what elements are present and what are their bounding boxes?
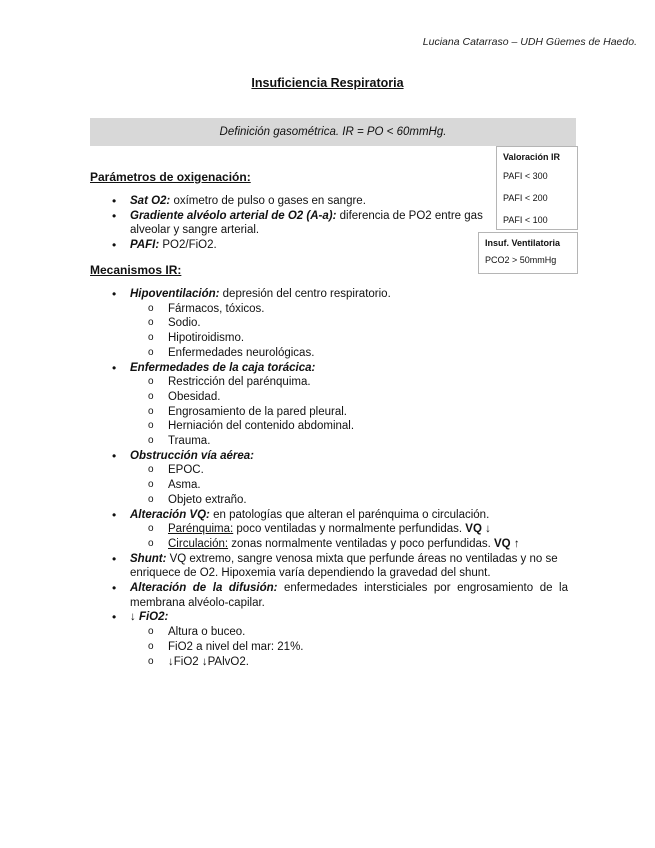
circle-bullet-icon: o — [148, 479, 154, 491]
circle-bullet-icon: o — [148, 626, 154, 638]
list-item — [108, 552, 568, 581]
sub-item: o Altura o buceo. — [148, 626, 246, 639]
item-text: VQ extremo, sangre venosa mixta que perfunde áreas no ventiladas y no se enriquece de O2. Hipoxemia varía dependiendo la gravedad del shunt. — [130, 552, 558, 580]
valoracion-line: PAFI < 300 — [503, 171, 548, 181]
list-item — [108, 508, 568, 523]
circle-bullet-icon: o — [148, 655, 154, 667]
bullet-icon: • — [112, 507, 117, 522]
oxigenacion-list — [108, 194, 486, 253]
sub-item: o Hipotiroidismo. — [148, 332, 245, 345]
sub-item: o Fármacos, tóxicos. — [148, 302, 265, 315]
valoracion-ir-box — [496, 146, 578, 230]
bullet-icon: • — [112, 610, 117, 625]
list-item — [108, 209, 486, 238]
item-text: PO2/FiO2. — [159, 239, 217, 252]
circle-bullet-icon: o — [148, 435, 154, 447]
sub-item: o Objeto extraño. — [148, 493, 247, 506]
list-item — [108, 449, 568, 464]
ventilatoria-line: PCO2 > 50mmHg — [485, 255, 557, 265]
circle-bullet-icon: o — [148, 537, 154, 549]
bullet-icon: • — [112, 287, 117, 301]
list-item — [108, 238, 486, 253]
circle-bullet-icon: o — [148, 493, 154, 505]
item-text: en patologías que alteran el parénquima o circulación. — [209, 508, 490, 521]
bullet-icon: • — [112, 208, 117, 223]
sub-item: o Enfermedades neurológicas. — [148, 346, 315, 359]
bullet-icon: • — [112, 194, 117, 208]
down-arrow-icon: ↓ — [130, 611, 139, 624]
list-item — [108, 581, 568, 610]
circle-bullet-icon: o — [148, 376, 154, 388]
sub-item: o Asma. — [148, 479, 201, 492]
valoracion-line: PAFI < 100 — [503, 215, 548, 225]
list-item — [108, 287, 568, 302]
item-term: Shunt: — [130, 552, 167, 565]
document-author: Luciana Catarraso – UDH Güemes de Haedo. — [422, 36, 637, 48]
circle-bullet-icon: o — [148, 464, 154, 476]
circle-bullet-icon: o — [148, 332, 154, 344]
item-term: Alteración de la difusión: — [130, 582, 278, 595]
item-term: Sat O2: — [130, 195, 171, 207]
item-term: FiO2: — [138, 611, 169, 624]
circle-bullet-icon: o — [148, 420, 154, 432]
item-term: PAFI: — [130, 239, 160, 252]
item-text: oxímetro de pulso o gases en sangre. — [170, 195, 366, 207]
definition-banner — [90, 118, 576, 146]
sub-item: o Herniación del contenido abdominal. — [148, 420, 355, 433]
item-term: Gradiente alvéolo arterial de O2 (A-a): — [130, 209, 337, 222]
item-term: Hipoventilación: — [130, 288, 220, 300]
sub-item: o FiO2 a nivel del mar: 21%. — [148, 640, 304, 653]
item-term: Alteración VQ: — [130, 508, 210, 521]
valoracion-box-title: Valoración IR — [503, 152, 561, 162]
circle-bullet-icon: o — [148, 390, 154, 402]
sub-item: o Trauma. — [148, 435, 211, 448]
item-text: depresión del centro respiratorio. — [219, 288, 391, 300]
sub-item: o EPOC. — [148, 464, 204, 477]
circle-bullet-icon: o — [148, 302, 154, 314]
item-term: Enfermedades de la caja torácica: — [130, 361, 316, 374]
sub-item: o Engrosamiento de la pared pleural. — [148, 405, 348, 418]
definition-text: Definición gasométrica. IR = PO < 60mmHg. — [219, 126, 447, 138]
circle-bullet-icon: o — [148, 346, 154, 358]
page-title: Insuficiencia Respiratoria — [251, 76, 404, 90]
item-text: enfermedades intersticiales por engrosamiento de la membrana alvéolo-capilar. — [130, 582, 568, 609]
oxigenacion-heading: Parámetros de oxigenación: — [90, 170, 251, 184]
sub-item: o Circulación: zonas normalmente ventiladas y poco perfundidas. VQ ↑ — [148, 537, 520, 550]
sub-item: o Parénquima: poco ventiladas y normalmente perfundidas. VQ ↓ — [148, 523, 491, 536]
ventilatoria-box-title: Insuf. Ventilatoria — [485, 238, 561, 248]
circle-bullet-icon: o — [148, 405, 154, 417]
bullet-icon: • — [112, 551, 117, 566]
circle-bullet-icon: o — [148, 640, 154, 652]
list-item — [108, 610, 568, 625]
bullet-icon: • — [112, 360, 117, 375]
circle-bullet-icon: o — [148, 317, 154, 329]
insuf-ventilatoria-box — [478, 232, 578, 274]
list-item — [108, 361, 568, 376]
mecanismos-list — [108, 287, 568, 669]
list-item — [108, 194, 486, 209]
item-text: diferencia de PO2 entre gas alveolar y sangre arterial. — [130, 209, 483, 237]
valoracion-line: PAFI < 200 — [503, 193, 548, 203]
sub-item: o Sodio. — [148, 317, 201, 330]
sub-item: o Obesidad. — [148, 390, 221, 403]
bullet-icon: • — [112, 581, 117, 596]
mecanismos-heading: Mecanismos IR: — [90, 263, 182, 277]
item-term: Obstrucción vía aérea: — [130, 449, 254, 462]
bullet-icon: • — [112, 448, 117, 463]
sub-item: o ↓FiO2 ↓PAlvO2. — [148, 655, 249, 668]
sub-item: o Restricción del parénquima. — [148, 376, 311, 389]
bullet-icon: • — [112, 238, 117, 253]
circle-bullet-icon: o — [148, 523, 154, 535]
